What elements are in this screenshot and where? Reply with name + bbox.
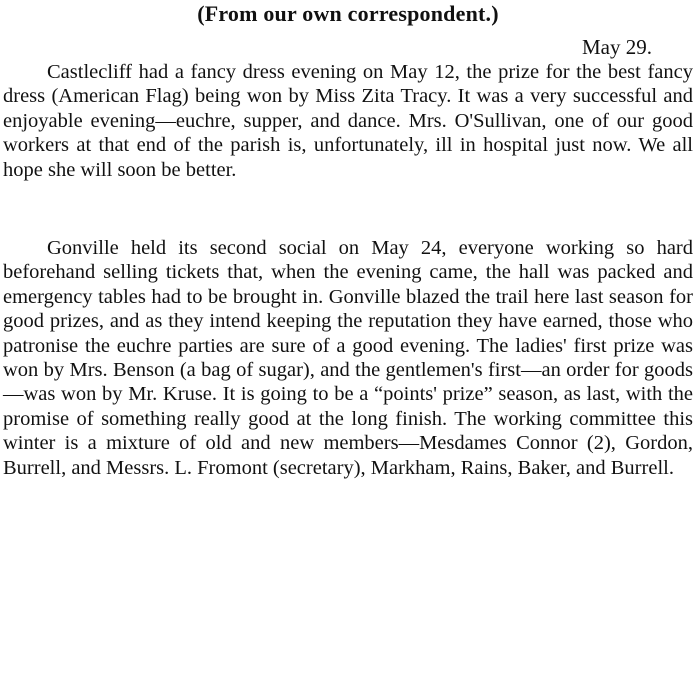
article-heading: (From our own correspondent.)	[197, 1, 499, 26]
article-dateline: May 29.	[582, 35, 652, 59]
paragraph-castlecliff: Castlecliff had a fancy dress evening on May 12, the prize for the best fancy dress (American Flag) being won by Miss Zita Tracy. It was a very successful and enjoyable evening—euchre, supper, and dance. Mrs. O'Sullivan, one of our good workers at that end of the parish is, unfortunately, ill in hospital just now. We all hope she will soon be better.	[3, 61, 693, 181]
paragraph-gonville: Gonville held its second social on May 24, everyone working so hard beforehand selling tickets that, when the evening came, the hall was packed and emergency tables had to be brought in. Gonville blazed the trail here last season for good prizes, and as they intend keeping the reputation they have earned, those who patronise the euchre parties are sure of a good evening. The ladies' first prize was won by Mrs. Benson (a bag of sugar), and the gentlemen's first—an order for goods—was won by Mr. Kruse. It is going to be a “points' prize” season, as last, with the promise of something really good at the long finish. The working committee this winter is a mixture of old and new members—Mesdames Connor (2), Gordon, Burrell, and Messrs. L. Fromont (secretary), Markham, Rains, Baker, and Burrell.	[3, 237, 693, 479]
